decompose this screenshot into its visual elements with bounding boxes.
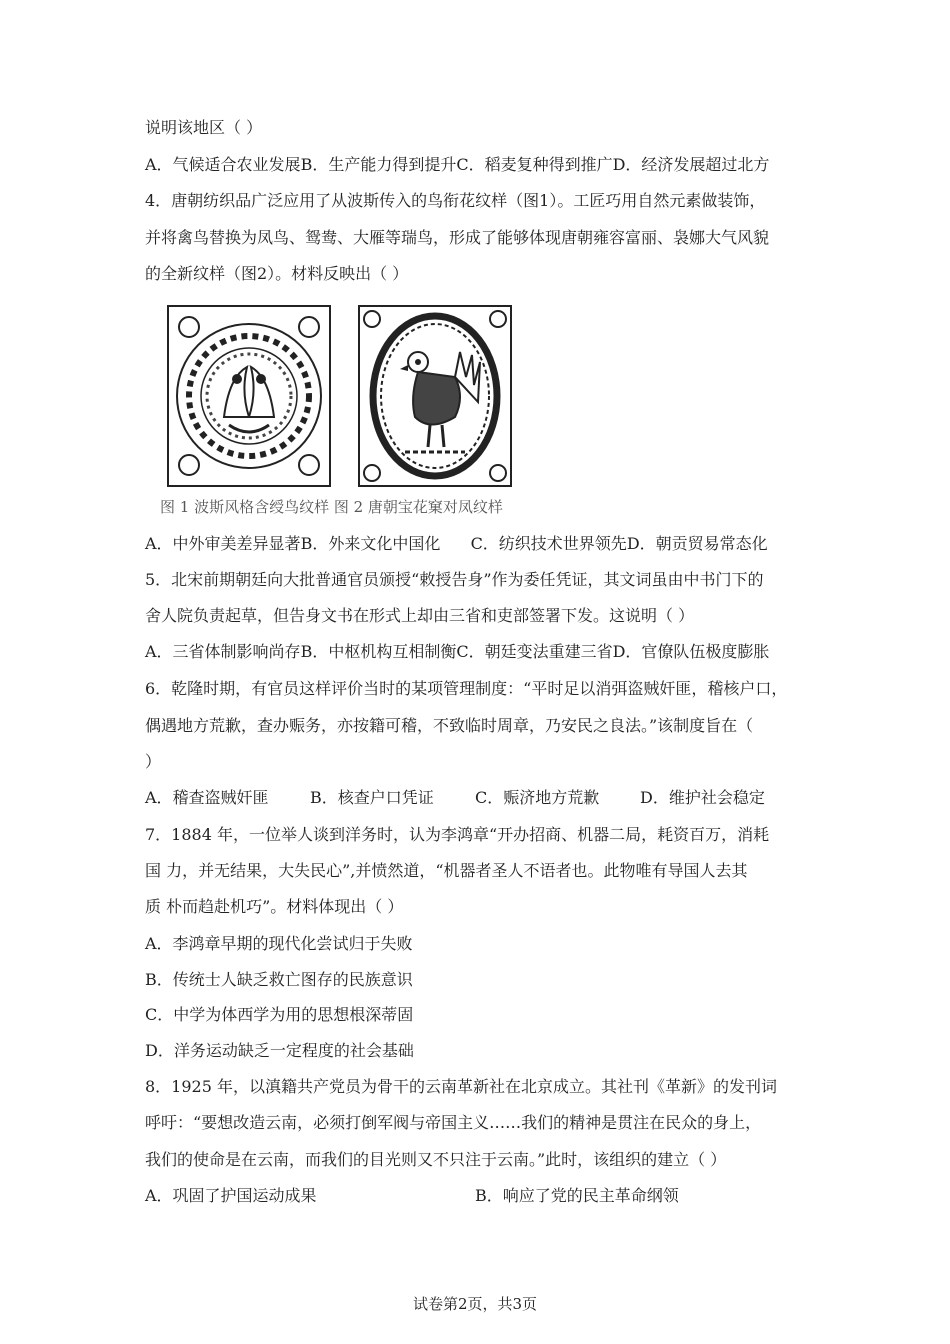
q5-line-2: 舍人院负责起草，但告身文书在形式上却由三省和吏部签署下发。这说明（ ）: [145, 606, 695, 625]
q3-options: [145, 154, 769, 176]
q8-options: [145, 1185, 679, 1207]
q6-option-d[interactable]: D．维护社会稳定: [640, 788, 765, 807]
q7-line-1: 7．1884 年，一位举人谈到洋务时，认为李鸿章“开办招商、机器二局，耗资百万，消耗: [145, 825, 770, 844]
q4-option-b[interactable]: B．外来文化中国化: [300, 534, 441, 553]
page-footer: 试卷第2页，共3页: [412, 1295, 538, 1313]
q8-line-3: 我们的使命是在云南，而我们的目光则又不只注于云南。”此时，该组织的建立（ ）: [145, 1150, 727, 1169]
q4-option-a[interactable]: A．中外审美差异显著: [145, 534, 301, 553]
q5-option-a[interactable]: A．三省体制影响尚存: [145, 642, 301, 661]
q5-line-1: 5．北宋前期朝廷向大批普通官员颁授“敕授告身”作为委任凭证，其文词虽由中书门下的: [145, 570, 764, 589]
q4-option-c[interactable]: C．纺织技术世界领先: [470, 534, 627, 553]
q3-option-b[interactable]: B．生产能力得到提升: [300, 155, 457, 174]
q5-options: [145, 641, 769, 663]
q5-option-d[interactable]: D．官僚队伍极度膨胀: [612, 642, 770, 661]
q8-line-1: 8．1925 年，以滇籍共产党员为骨干的云南革新社在北京成立。其社刊《革新》的发刊词: [145, 1077, 777, 1096]
q3-option-a[interactable]: A．气候适合农业发展: [145, 155, 301, 174]
q6-line-2: 偶遇地方荒歉，查办赈务，亦按籍可稽，不致临时周章，乃安民之良法。”该制度旨在（: [145, 716, 754, 735]
tang-phoenix-image: [360, 307, 510, 485]
q4-options: [145, 533, 768, 555]
q6-line-1: 6．乾隆时期，有官员这样评价当时的某项管理制度：“平时足以消弭盗贼奸匪，稽核户口，: [145, 679, 788, 698]
figure-1-persian-pattern: [167, 305, 331, 487]
q5-option-c[interactable]: C．朝廷变法重建三省: [456, 642, 613, 661]
q6-options: [145, 787, 765, 809]
q4-line-3: 的全新纹样（图2）。材料反映出（ ）: [145, 264, 409, 283]
q4-line-2: 并将禽鸟替换为凤鸟、鸳鸯、大雁等瑞鸟，形成了能够体现唐朝雍容富丽、袅娜大气风貌: [145, 228, 770, 247]
q7-option-c[interactable]: C．中学为体西学为用的思想根深蒂固: [145, 1005, 414, 1024]
q6-line-3: ）: [145, 752, 162, 771]
q6-option-b[interactable]: B．核查户口凭证: [310, 788, 434, 807]
q7-line-3: 质 朴而趋赴机巧”。材料体现出（ ）: [145, 897, 404, 916]
figure-caption: 图 1 波斯风格含绶鸟纹样 图 2 唐朝宝花窠对凤纹样: [160, 498, 503, 516]
q4-line-1: 4．唐朝纺织品广泛应用了从波斯传入的鸟衔花纹样（图1）。工匠巧用自然元素做装饰，: [145, 191, 766, 210]
q8-option-b[interactable]: B．响应了党的民主革命纲领: [475, 1186, 679, 1205]
q7-option-a[interactable]: A．李鸿章早期的现代化尝试归于失败: [145, 934, 413, 953]
q8-option-a[interactable]: A．巩固了护国运动成果: [145, 1186, 317, 1205]
q5-option-b[interactable]: B．中枢机构互相制衡: [300, 642, 457, 661]
q3-option-d[interactable]: D．经济发展超过北方: [612, 155, 770, 174]
q8-line-2: 呼吁：“要想改造云南，必须打倒军阀与帝国主义……我们的精神是贯注在民众的身上，: [145, 1113, 762, 1132]
figure-2-tang-phoenix-pattern: [358, 305, 512, 487]
persian-medallion-image: [169, 307, 329, 485]
q6-option-c[interactable]: C．赈济地方荒歉: [475, 788, 600, 807]
q6-option-a[interactable]: A．稽查盗贼奸匪: [145, 788, 269, 807]
q7-option-d[interactable]: D．洋务运动缺乏一定程度的社会基础: [145, 1041, 414, 1060]
q4-option-d[interactable]: D．朝贡贸易常态化: [626, 534, 768, 553]
q7-option-b[interactable]: B．传统士人缺乏救亡图存的民族意识: [145, 970, 413, 989]
q3-stem: 说明该地区（ ）: [145, 118, 263, 137]
q7-line-2: 国 力，并无结果，大失民心”,并愤然道，“机器者圣人不语者也。此物唯有导国人去其: [145, 861, 748, 880]
q3-option-c[interactable]: C．稻麦复种得到推广: [456, 155, 613, 174]
